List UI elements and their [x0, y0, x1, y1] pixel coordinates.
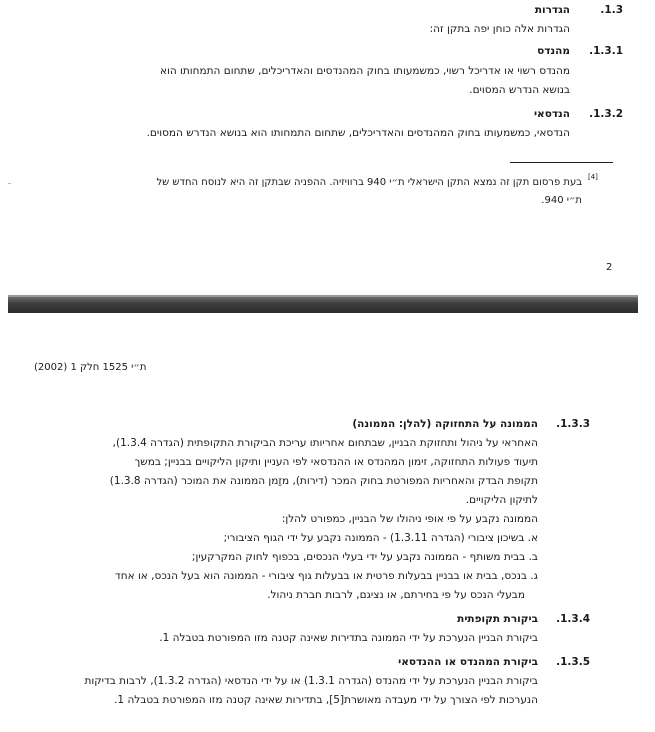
- periodic-inspection-definition: ביקורת הבניין הנערכת על ידי הממונה בתדירות שאינה קטנה מזו המפורטת בטבלה 1.: [159, 632, 538, 644]
- term-engineer-inspection: ביקורת המהנדס או ההנדסאי: [398, 656, 538, 668]
- section-title-definitions: הגדרות: [534, 4, 570, 16]
- list-item-c-line-1: ג. בנכס, בבית או בבניין בבעלות פרטית או בבעלות גוף ציבורי - הממונה הוא בעל הנכס, או אחד: [115, 570, 538, 582]
- section-number-1-3: .1.3: [600, 4, 623, 16]
- engineer-definition-line-2: בנושא הנדרש המסוים.: [469, 84, 570, 96]
- term-maintenance-manager: הממונה על התחזוקה (להלן: הממונה): [352, 418, 538, 430]
- term-periodic-inspection: ביקורת תקופתית: [457, 613, 538, 625]
- definitions-intro: הגדרות אלה כוחן יפה בתקן זה:: [429, 23, 570, 35]
- manager-definition-line-2: תיעוד פעולות התחזוקה, זימון המהנדס או ההנדסאי לפי העניין ותיקון הליקויים בבניין; במשך: [134, 456, 538, 468]
- manager-definition-line-3: תקופת הבדק והאחריות המפורטת בחוק המכר (דירות), מזַמן הממונה את המוכר (הגדרה 1.3.8): [109, 475, 538, 487]
- footnote-line-2: ת״י 940.: [541, 195, 582, 206]
- technician-definition: הנדסאי, כמשמעותו בחוק המהנדסים והאדריכלים, שתחום התמחותו הוא בנושא הנדרש המסוים.: [146, 127, 570, 139]
- term-technician: הנדסאי: [533, 108, 570, 120]
- page-break-divider: [8, 297, 638, 313]
- manager-definition-line-4: לתיקון הליקויים.: [465, 494, 538, 506]
- term-engineer: מהנדס: [537, 45, 570, 57]
- engineer-definition-line-1: מהנדס רשוי או אדריכל רשוי, כמשמעותו בחוק המהנדסים והאדריכלים, שתחום התמחותו הוא: [159, 65, 570, 77]
- engineer-inspection-line-2: הנערכות לפי הצורך על ידי מעבדה מאושרת[5], בתדירות שאינה קטנה מזו המפורטת בטבלה 1.: [114, 694, 538, 706]
- section-number-1-3-5: .1.3.5: [556, 656, 590, 668]
- section-number-1-3-2: .1.3.2: [589, 108, 623, 120]
- manager-definition-line-5: הממונה נקבע על פי אופי ניהולו של הבניין, כמפורט להלן:: [281, 513, 538, 525]
- list-item-c-line-2: מבעלי הנכס על פי בחירתם, או נציגם, לרבות חברת ניהול.: [267, 589, 525, 601]
- footnote-line-1: בעת פרסום תקן זה נמצא התקן הישראלי ת״י 940 ברוויזיה. ההפניה שבתקן זה היא לנוסח החדש של: [156, 177, 582, 188]
- scan-speck: [8, 183, 11, 184]
- page-number: 2: [606, 262, 613, 273]
- footnote-marker-4: [4]: [588, 173, 598, 181]
- list-item-a: א. בשיכון ציבורי (הגדרה 1.3.11) - הממונה נקבע על ידי הגוף הציבורי;: [223, 532, 538, 544]
- section-number-1-3-4: .1.3.4: [556, 613, 590, 625]
- running-header: ת״י 1525 חלק 1 (2002): [34, 362, 147, 373]
- footnote-separator: [510, 162, 613, 163]
- manager-definition-line-1: האחראי על ניהול ותחזוקת הבניין, שבתחום אחריותו עריכת הביקורת התקופתית (הגדרה 1.3.4),: [112, 437, 538, 449]
- list-item-b: ב. בבית משותף - הממונה נקבע על ידי בעלי הנכסים, בכפוף לחוק המקרקעין;: [191, 551, 538, 563]
- section-number-1-3-3: .1.3.3: [556, 418, 590, 430]
- section-number-1-3-1: .1.3.1: [589, 45, 623, 57]
- engineer-inspection-line-1: ביקורת הבניין הנערכת על ידי מהנדס (הגדרה 1.3.1) או על ידי הנדסאי (הגדרה 1.3.2), לרבות בדיקות: [84, 675, 538, 687]
